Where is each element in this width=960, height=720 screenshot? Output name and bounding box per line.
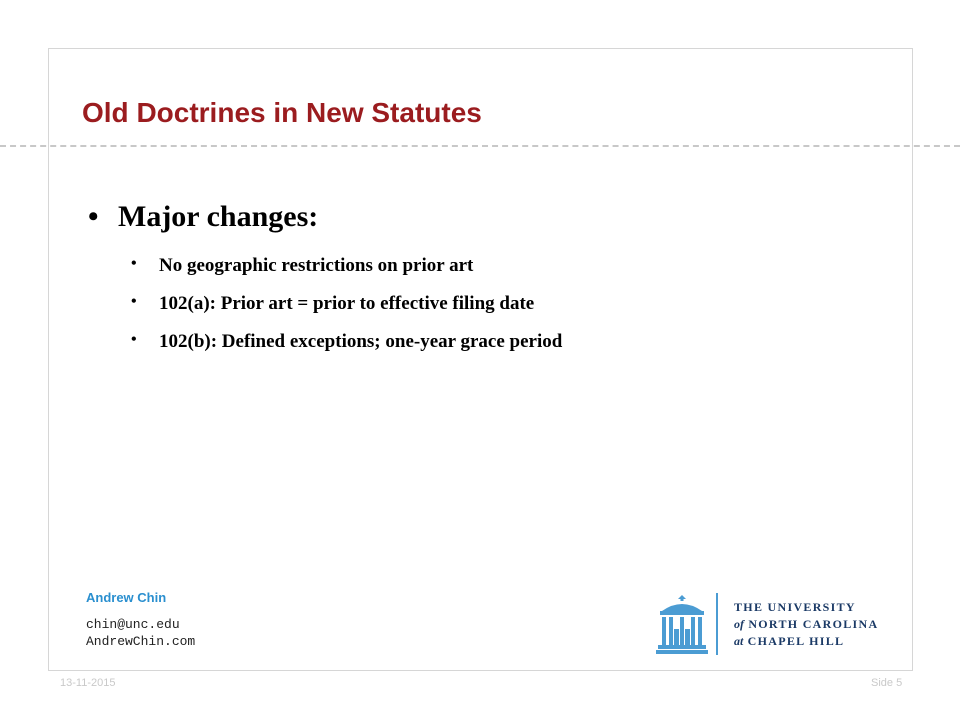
- dashed-divider: [0, 145, 960, 147]
- logo-at: at: [734, 634, 744, 648]
- author-email: chin@unc.edu: [86, 617, 180, 632]
- slide-frame: [48, 48, 913, 671]
- slide-number: Side 5: [871, 677, 903, 689]
- sub-bullet-text: No geographic restrictions on prior art: [159, 255, 474, 276]
- author-name: Andrew Chin: [86, 590, 167, 605]
- author-website: AndrewChin.com: [86, 634, 196, 649]
- footer-date: 13-11-2015: [60, 677, 116, 689]
- slide-title: Old Doctrines in New Statutes: [82, 97, 482, 128]
- logo-of: of: [734, 617, 744, 631]
- logo-divider: [716, 593, 718, 655]
- unc-logo: [652, 590, 892, 660]
- logo-line-state: [734, 617, 878, 632]
- main-bullet-text: Major changes:: [118, 200, 319, 233]
- bullet-glyph: •: [88, 200, 99, 233]
- sub-bullet-text: 102(b): Defined exceptions; one-year grace period: [159, 331, 563, 352]
- logo-line-university: THE UNIVERSITY: [734, 600, 856, 614]
- bullet-glyph: •: [131, 255, 137, 272]
- sub-bullet-text: 102(a): Prior art = prior to effective filing date: [159, 293, 535, 314]
- bullet-glyph: •: [131, 331, 137, 348]
- logo-north-carolina: NORTH CAROLINA: [748, 617, 879, 631]
- bullet-glyph: •: [131, 293, 137, 310]
- logo-chapel-hill: CHAPEL HILL: [747, 634, 845, 648]
- logo-line-campus: [734, 634, 844, 649]
- old-well-icon: [656, 593, 708, 655]
